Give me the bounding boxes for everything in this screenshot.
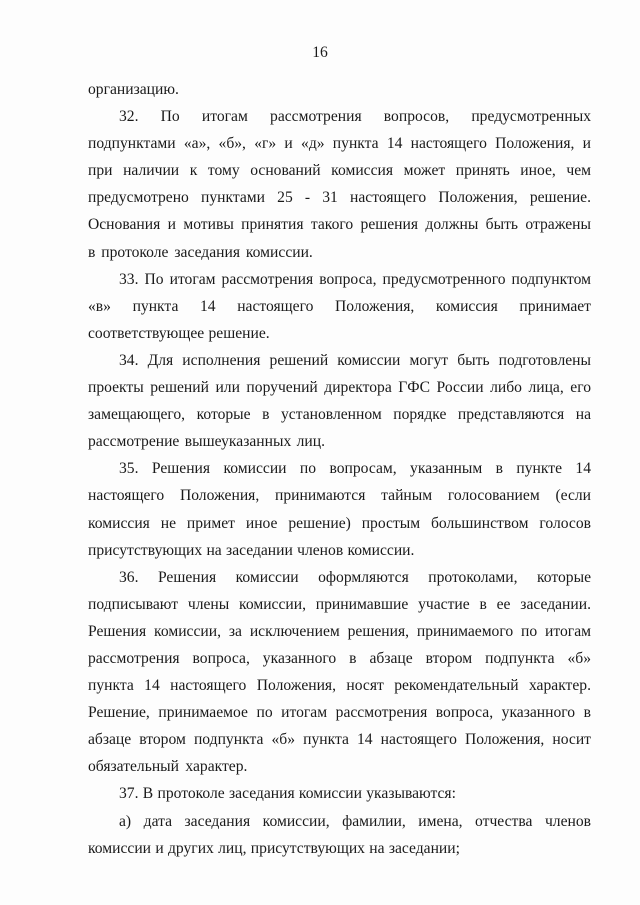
page-number: 16 [312,44,328,61]
paragraph-34: 34. Для исполнения решений комиссии могут быть подготовлены проекты решений или поручений директора ГФС России либо лица, его замещающего, которые в установленном порядке представляются на рассмотрение вышеуказанных лиц. [88,351,591,451]
paragraph-36: 36. Решения комиссии оформляются протоколами, которые подписывают члены комиссии, принимавшие участие в ее заседании. Решения комиссии, за исключением решения, принимаемого по итогам рассмотрения вопроса, указанного в абзаце втором подпункта «б» пункта 14 настоящего Положения, носят рекомендательный характер. Решение, принимаемое по итогам рассмотрения вопроса, указанного в абзаце втором подпункта «б» пункта 14 настоящего Положения, носит обязательный характер. [88,568,591,776]
paragraph-37-item-a: а) дата заседания комиссии, фамилии, имена, отчества членов комиссии и других лиц, присутствующих на заседании; [88,812,591,857]
paragraph-35: 35. Решения комиссии по вопросам, указанным в пункте 14 настоящего Положения, принимаются тайным голосованием (если комиссия не примет иное решение) простым большинством голосов присутствующих на заседании членов комиссии. [88,460,591,559]
paragraph-continuation: организацию. [88,81,179,98]
paragraph-32: 32. По итогам рассмотрения вопросов, предусмотренных подпунктами «а», «б», «г» и «д» пункта 14 настоящего Положения, и при наличии к тому оснований комиссия может принять иное, чем предусмотрено пунктами 25 - 31 настоящего Положения, решение. Основания и мотивы принятия такого решения должны быть отражены в протоколе заседания комиссии. [88,108,591,261]
paragraph-33: 33. По итогам рассмотрения вопроса, предусмотренного подпунктом «в» пункта 14 настоящего Положения, комиссия принимает соответствующее решение. [88,270,591,342]
paragraph-37: 37. В протоколе заседания комиссии указываются: [119,785,456,803]
document-body [88,76,591,862]
